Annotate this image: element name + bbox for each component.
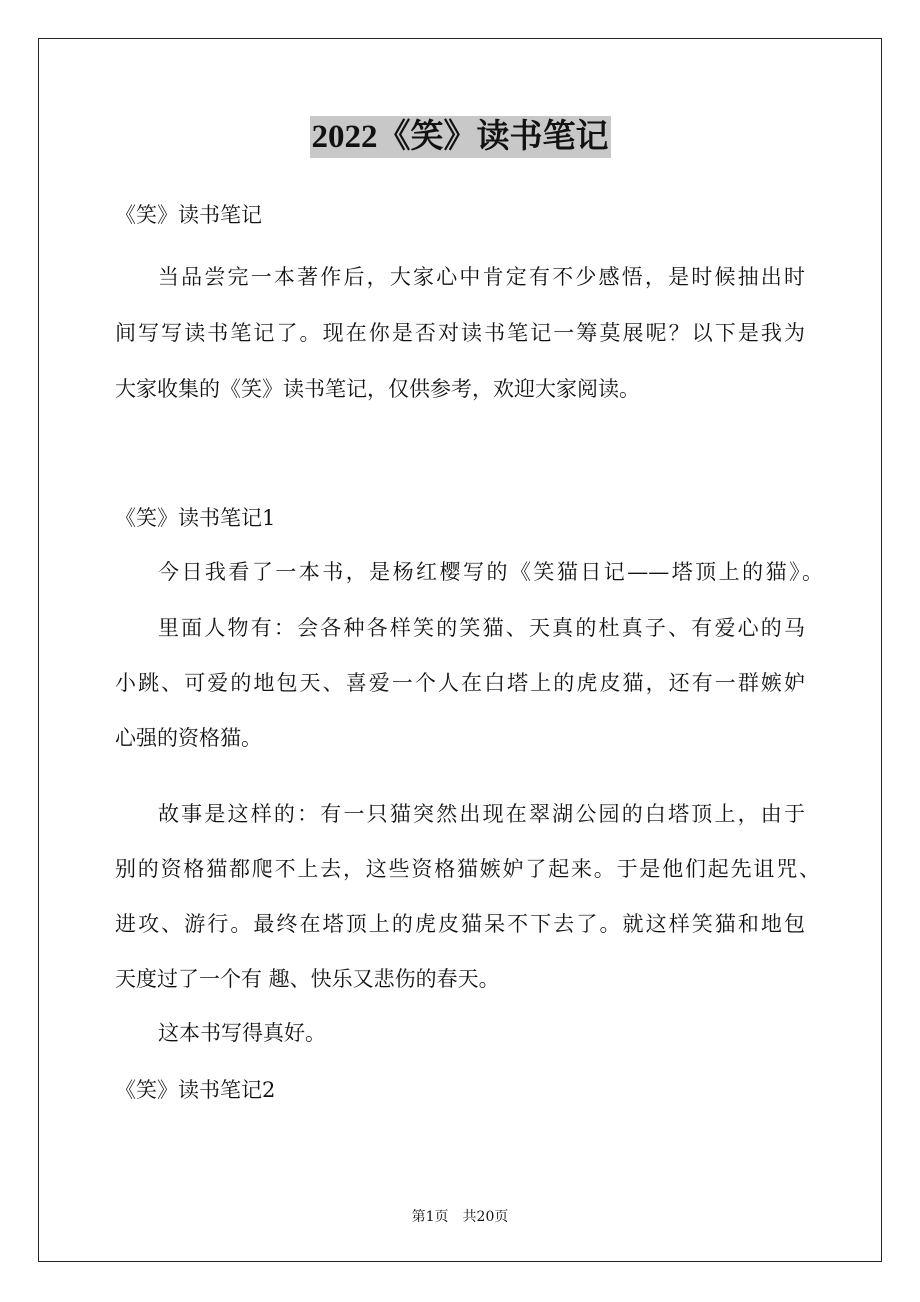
paragraph-line: 故事是这样的：有一只猫突然出现在翠湖公园的白塔顶上，由于 xyxy=(158,802,805,826)
paragraph-line: 当品尝完一本著作后，大家心中肯定有不少感悟，是时候抽出时 xyxy=(158,265,805,289)
page-footer: 第1页 共20页 xyxy=(411,1209,509,1225)
intro-heading: 《笑》读书笔记 xyxy=(115,203,262,227)
paragraph-line: 别的资格猫都爬不上去，这些资格猫嫉妒了起来。于是他们起先诅咒、 xyxy=(115,857,820,881)
paragraph-line: 心强的资格猫。 xyxy=(115,726,262,750)
paragraph-line: 今日我看了一本书，是杨红樱写的《笑猫日记——塔顶上的猫》。 xyxy=(158,560,823,584)
section-heading-2: 《笑》读书笔记2 xyxy=(115,1078,276,1102)
paragraph-line: 小跳、可爱的地包天、喜爱一个人在白塔上的虎皮猫，还有一群嫉妒 xyxy=(115,671,805,695)
paragraph-line: 天度过了一个有 趣、快乐又悲伤的春天。 xyxy=(115,967,500,991)
paragraph-line: 进攻、游行。最终在塔顶上的虎皮猫呆不下去了。就这样笑猫和地包 xyxy=(115,912,805,936)
document-title-wrap xyxy=(0,116,920,158)
paragraph-line: 大家收集的《笑》读书笔记，仅供参考，欢迎大家阅读。 xyxy=(115,377,640,401)
document-title: 2022《笑》读书笔记 xyxy=(310,116,611,158)
paragraph-line: 这本书写得真好。 xyxy=(158,1021,326,1045)
paragraph-line: 间写写读书笔记了。现在你是否对读书笔记一筹莫展呢？以下是我为 xyxy=(115,321,805,345)
section-heading-1: 《笑》读书笔记1 xyxy=(115,506,276,530)
paragraph-line: 里面人物有：会各种各样笑的笑猫、天真的杜真子、有爱心的马 xyxy=(158,616,805,640)
